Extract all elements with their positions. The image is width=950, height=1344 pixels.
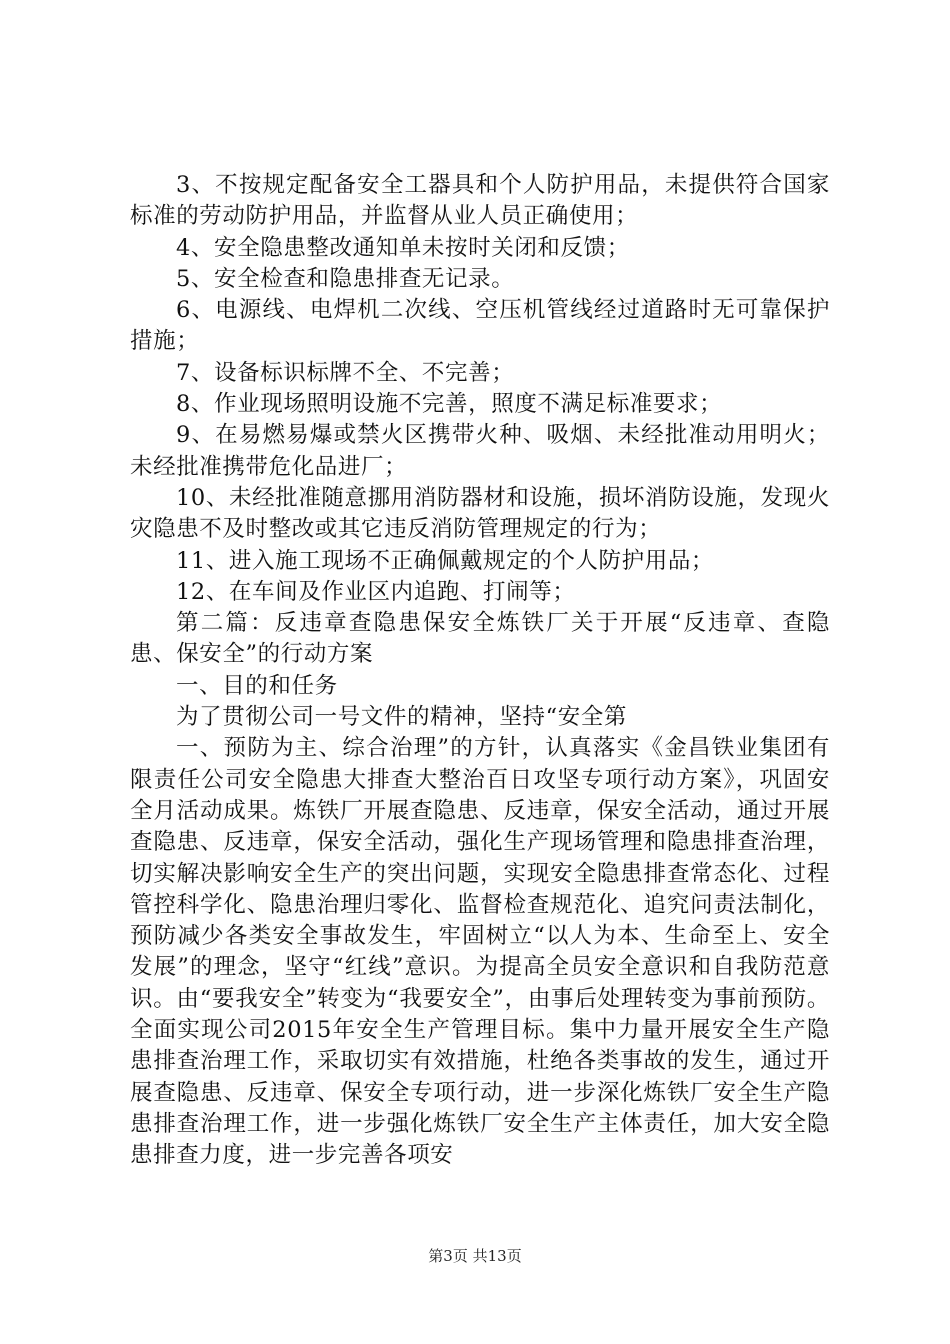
chapter-heading: 第二篇：反违章查隐患保安全炼铁厂关于开展“反违章、查隐患、保安全”的行动方案 [130, 610, 830, 668]
body-paragraph: 一、预防为主、综合治理”的方针，认真落实《金昌铁业集团有限责任公司安全隐患大排查大整治百日攻坚专项行动方案》，巩固安全月活动成果。炼铁厂开展查隐患、反违章，保安全活动，通过开展查隐患、反违章，保安全活动，强化生产现场管理和隐患排查治理，切实解决影响安全生产的突出问题，实现安全隐患排查常态化、过程管控科学化、隐患治理归零化、监督检查规范化、追究问责法制化，预防减少各类安全事故发生，牢固树立“以人为本、生命至上、安全发展”的理念，坚守“红线”意识。为提高全员安全意识和自我防范意识。由“要我安全”转变为“我要安全”，由事后处理转变为事前预防。全面实现公司2015年安全生产管理目标。集中力量开展安全生产隐患排查治理工作，采取切实有效措施，杜绝各类事故的发生，通过开展查隐患、反违章、保安全专项行动，进一步深化炼铁厂安全生产隐患排查治理工作，进一步强化炼铁厂安全生产主体责任，加大安全隐患排查力度，进一步完善各项安 [130, 735, 830, 1169]
list-item-6: 6、电源线、电焊机二次线、空压机管线经过道路时无可靠保护措施； [130, 297, 830, 355]
list-item-5: 5、安全检查和隐患排查无记录。 [176, 265, 515, 292]
list-item-7: 7、设备标识标牌不全、不完善； [176, 359, 515, 386]
list-item-10: 10、未经批准随意挪用消防器材和设施，损坏消防设施，发现火灾隐患不及时整改或其它违反消防管理规定的行为； [130, 484, 830, 543]
list-item-8: 8、作业现场照明设施不完善，照度不满足标准要求； [176, 391, 723, 418]
page-number: 第3页 共13页 [428, 1247, 522, 1265]
document-body [130, 170, 830, 1172]
list-item-3: 3、不按规定配备安全工器具和个人防护用品，未提供符合国家标准的劳动防护用品，并监督从业人员正确使用； [130, 172, 830, 230]
section-heading: 一、目的和任务 [176, 672, 338, 699]
list-item-4: 4、安全隐患整改通知单未按时关闭和反馈； [176, 234, 630, 261]
list-item-9: 9、在易燃易爆或禁火区携带火种、吸烟、未经批准动用明火；未经批准携带危化品进厂； [130, 422, 830, 480]
list-item-12: 12、在车间及作业区内追跑、打闹等； [176, 578, 576, 605]
list-item-11: 11、进入施工现场不正确佩戴规定的个人防护用品； [176, 547, 715, 574]
body-paragraph: 为了贯彻公司一号文件的精神，坚持“安全第 [176, 704, 628, 731]
